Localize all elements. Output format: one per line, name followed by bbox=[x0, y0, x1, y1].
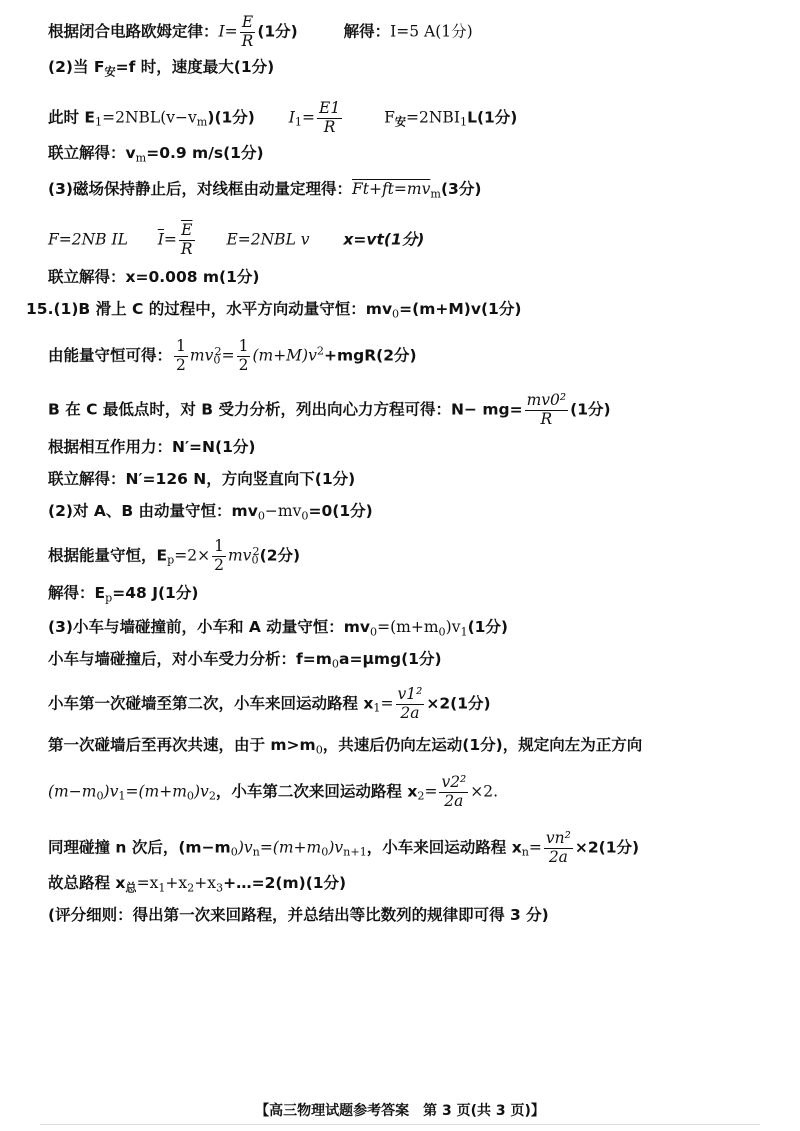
text: ，小车来回运动路程 x bbox=[366, 838, 522, 857]
vm-result-line bbox=[48, 146, 264, 164]
fraction-numerator: mv0² bbox=[526, 391, 567, 409]
fraction-numerator: v1² bbox=[397, 685, 423, 703]
interaction-force-line bbox=[48, 440, 255, 456]
text: 15.(1)B 滑上 C 的过程中，水平方向动量守恒：mv bbox=[26, 300, 393, 318]
footer-divider bbox=[40, 1124, 760, 1125]
question-2-line bbox=[48, 60, 274, 78]
text: )(1分) bbox=[207, 108, 255, 127]
text: ×2(1分) bbox=[574, 838, 640, 857]
text: = bbox=[528, 838, 542, 857]
fraction-denominator: R bbox=[180, 239, 193, 258]
q15-part3-line: (3)小车与墙碰撞前，小车和 A 动量守恒：$mv_0=(m+m_0)v_1(1$分) bbox=[48, 618, 509, 639]
text: a=μmg(1分) bbox=[339, 650, 442, 668]
text: (m−m bbox=[48, 782, 97, 801]
text: = bbox=[380, 694, 394, 713]
fraction-numerator: 1 bbox=[176, 337, 186, 355]
text: −mv bbox=[264, 502, 302, 520]
text: 根据能量守恒，E bbox=[48, 546, 168, 565]
subscript: 0 bbox=[392, 307, 400, 321]
centripetal-line bbox=[48, 392, 611, 429]
fraction-denominator: 2a bbox=[400, 703, 420, 722]
spring-energy-line: 根据能量守恒，$E_p=2\times$ $\frac{1}{2}$ $mv_0^2(2$分) bbox=[48, 537, 301, 574]
text: (3分) bbox=[440, 180, 482, 198]
fraction-numerator: vn² bbox=[545, 829, 571, 847]
text: (1分) bbox=[257, 22, 298, 41]
text: +…=2(m)(1分) bbox=[223, 874, 347, 892]
fraction-denominator: 2a bbox=[548, 847, 568, 866]
text: ，小车第二次来回运动路程 x bbox=[215, 782, 418, 801]
fraction bbox=[240, 14, 256, 51]
text: 故总路程 x bbox=[48, 874, 126, 892]
text: =2NBL(v−v bbox=[102, 108, 197, 127]
text: )v bbox=[194, 782, 209, 801]
total-path-line: 故总路程 $x_总=x_1+x_2+x_3+\dots=2(m)(1$分) bbox=[48, 874, 347, 895]
text: (1分) bbox=[467, 618, 509, 636]
text: =2× bbox=[174, 546, 211, 565]
text: (3)磁场保持静止后，对线框由动量定理得： bbox=[48, 180, 352, 198]
text: =0(1分) bbox=[308, 502, 373, 520]
fraction-numerator: v2² bbox=[441, 773, 467, 791]
x-result-line bbox=[48, 270, 260, 286]
subscript: m bbox=[196, 115, 208, 129]
text: = bbox=[221, 346, 235, 365]
text: (2)对 A、B 由动量守恒：mv bbox=[48, 502, 258, 520]
q15-part1-line bbox=[26, 302, 521, 320]
text: x=vt(1分) bbox=[343, 230, 425, 249]
text: (3)小车与墙碰撞前，小车和 A 动量守恒：mv bbox=[48, 618, 370, 636]
text: F=2NB IL bbox=[48, 230, 128, 249]
second-path-line: $(m-m_0)v_1=(m+m_0)v_2$，小车第二次来回运动路程 $x_2=$ $\frac{\text{v2²}}{2a}$ ×2. bbox=[48, 773, 499, 810]
subscript: m bbox=[135, 151, 147, 165]
text: E=2NBL v bbox=[226, 230, 310, 249]
normal-force-result-line bbox=[48, 472, 355, 488]
nth-path-line: 同理碰撞 n 次后，$(m-m_0)v_n=(m+m_0)v_{n+1}$，小车来回运动路程 $x_n=$ $\frac{\text{vn²}}{2a}$ ×2(1分) bbox=[48, 829, 640, 866]
text: mv bbox=[189, 346, 214, 365]
text: +mgR(2分) bbox=[323, 346, 417, 365]
friction-line: 小车与墙碰撞后，对小车受力分析：$f=m_0a=\mu mg(1$分) bbox=[48, 650, 442, 671]
text: ，共速后仍向左运动(1分)，规定向左为正方向 bbox=[322, 736, 643, 754]
text: (评分细则：得出第一次来回路程，并总结出等比数列的规律即可得 3 分) bbox=[48, 906, 549, 924]
text: (2)当 F bbox=[48, 58, 105, 76]
text: =0.9 m/s(1分) bbox=[146, 144, 264, 162]
text: ×2(1分) bbox=[426, 694, 491, 713]
subscript: m bbox=[430, 187, 441, 201]
text: 同理碰撞 n 次后，(m−m bbox=[48, 838, 231, 857]
fraction-denominator: R bbox=[540, 409, 553, 428]
text: 小车第一次碰墙至第二次，小车来回运动路程 x bbox=[48, 694, 374, 713]
text: 此时 E bbox=[48, 108, 95, 127]
fraction-numerator: E1 bbox=[319, 99, 341, 117]
scoring-note-line bbox=[48, 908, 549, 924]
fraction-denominator: 2a bbox=[444, 791, 464, 810]
ohm-law-line: 根据闭合电路欧姆定律：I= $\frac{E}{R}$ (1分) 解得：I=5 A(1分) bbox=[48, 13, 473, 50]
text: =f 时，速度最大(1分) bbox=[115, 58, 275, 76]
subscript: 安 bbox=[104, 65, 116, 79]
text: 第一次碰墙后至再次共速，由于 m>m bbox=[48, 736, 316, 754]
text: =(m+m bbox=[125, 782, 187, 801]
text: )v bbox=[445, 618, 461, 636]
text: F bbox=[384, 108, 395, 127]
text: (2分) bbox=[259, 546, 301, 565]
text: Ft+ft=mv bbox=[351, 180, 431, 198]
momentum-theorem-line bbox=[48, 182, 481, 200]
emf-line: 此时 $E_1=2NBL(v-v_m)(1$分) $I_1=$ $\frac{E1}{R}$ $F_安=2NBI_1L(1$分) bbox=[48, 99, 518, 136]
subscript: p bbox=[167, 553, 175, 567]
text: =(m+m bbox=[259, 838, 322, 857]
text: =(m+m bbox=[377, 618, 439, 636]
fraction bbox=[396, 686, 425, 723]
fraction-denominator: 2 bbox=[176, 355, 186, 374]
text: =(m+M)v(1分) bbox=[399, 300, 522, 318]
text: +x bbox=[165, 874, 188, 892]
text: ×2. bbox=[470, 782, 499, 801]
text: =x bbox=[136, 874, 159, 892]
subscript: 安 bbox=[394, 115, 407, 129]
direction-line: 第一次碰墙后至再次共速，由于 $m>m_0$，共速后仍向左运动(1分)，规定向左为正方向 bbox=[48, 736, 643, 757]
average-quantities-line: F=2NB IL $\overline{I}=$ $\frac{\overline{E}}{R}$ E=2NBL v x=vt(1分) bbox=[48, 221, 425, 258]
text: 联立解得：v bbox=[48, 144, 136, 162]
ep-result-line bbox=[48, 586, 198, 604]
text: I=5 A(1分) bbox=[390, 22, 473, 41]
subscript: 1 bbox=[95, 115, 103, 129]
text: = bbox=[424, 782, 438, 801]
text: 联立解得：N′=126 N，方向竖直向下(1分) bbox=[48, 470, 356, 488]
fraction-numerator: E bbox=[240, 14, 256, 33]
fraction bbox=[544, 830, 573, 867]
text: 小车与墙碰撞后，对小车受力分析：f=m bbox=[48, 650, 332, 668]
text: B 在 C 最低点时，对 B 受力分析，列出向心力方程可得：N− mg= bbox=[48, 400, 523, 419]
energy-conservation-line: 由能量守恒可得： $\frac{1}{2}$ $mv_0^2=$ $\frac{1}{2}$ $(m+M)v^2+mgR(2$分) bbox=[48, 337, 417, 374]
q15-part2-line: (2)对 A、B 由动量守恒：$mv_0-mv_0=0(1$分) bbox=[48, 502, 373, 523]
fraction-denominator: R bbox=[241, 31, 254, 50]
first-path-line: 小车第一次碰墙至第二次，小车来回运动路程 $x_1=$ $\frac{\text{v1²}}{2a}$ ×2(1分) bbox=[48, 685, 491, 722]
fraction bbox=[439, 774, 468, 811]
text: (m+M)v bbox=[252, 346, 317, 365]
text: )v bbox=[328, 838, 344, 857]
fraction bbox=[317, 100, 342, 137]
text: =2NBI bbox=[406, 108, 460, 127]
text: 根据相互作用力：N′=N(1分) bbox=[48, 438, 256, 456]
subscript: 1 bbox=[459, 115, 468, 129]
text: +x bbox=[194, 874, 216, 892]
fraction bbox=[179, 222, 195, 259]
fraction: $\frac{1}{2}$ bbox=[214, 537, 224, 574]
text: )v bbox=[237, 838, 253, 857]
text: )v bbox=[103, 782, 119, 801]
text: mv bbox=[227, 546, 252, 565]
text: 根据闭合电路欧姆定律： bbox=[48, 22, 219, 41]
subscript: p bbox=[105, 591, 113, 605]
text: 解得： bbox=[343, 22, 391, 41]
fraction bbox=[525, 392, 569, 429]
fraction-numerator: $\overline{E}$ bbox=[179, 222, 195, 241]
subscript: 总 bbox=[125, 881, 137, 895]
text: =48 J(1分) bbox=[112, 584, 199, 602]
text: 解得：E bbox=[48, 584, 106, 602]
fraction-denominator: R bbox=[323, 117, 336, 136]
fraction bbox=[174, 338, 188, 375]
text: 联立解得：x=0.008 m(1分) bbox=[48, 268, 260, 286]
text: 由能量守恒可得： bbox=[48, 346, 173, 365]
fraction: $\frac{1}{2}$ bbox=[238, 337, 249, 374]
text: L(1分) bbox=[467, 108, 518, 127]
text: (1分) bbox=[570, 400, 611, 419]
page-footer: 【高三物理试题参考答案 第 3 页(共 3 页)】 bbox=[255, 1103, 545, 1119]
